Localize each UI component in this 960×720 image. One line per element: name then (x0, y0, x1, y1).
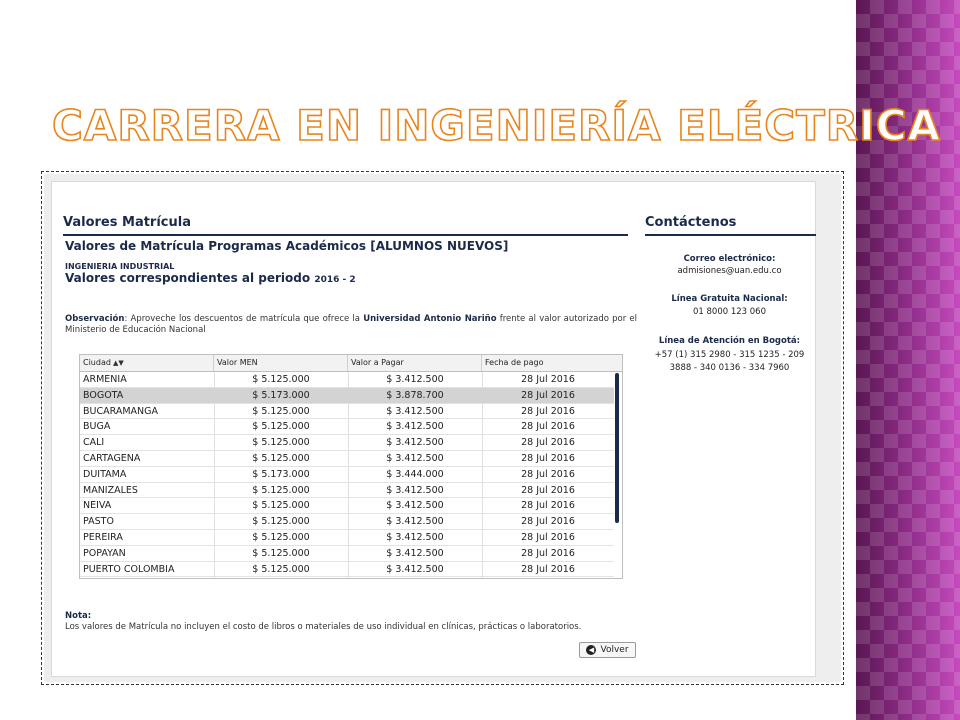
table-row[interactable] (80, 419, 614, 435)
email-label: Correo electrónico: (683, 254, 776, 264)
bogota-numbers-1: +57 (1) 315 2980 - 315 1235 - 209 (654, 350, 805, 360)
period-code: 2016 - 2 (314, 275, 356, 285)
cell-ciudad: POPAYAN (83, 547, 126, 559)
cell-fecha-pago: 28 Jul 2016 (521, 374, 575, 385)
cell-valor-pagar: $ 3.412.500 (386, 516, 444, 528)
cell-fecha-pago: 28 Jul 2016 (521, 452, 575, 464)
cell-valor-men: $ 5.125.000 (252, 563, 310, 575)
cell-fecha-pago: 28 Jul 2016 (521, 437, 575, 449)
cell-valor-pagar: $ 3.412.500 (386, 405, 444, 417)
cell-valor-men: $ 5.125.000 (252, 421, 310, 433)
cell-valor-men: $ 5.125.000 (252, 547, 310, 559)
cell-valor-pagar: $ 3.412.500 (386, 484, 444, 496)
header-ciudad[interactable]: Ciudad ▲▼ (80, 355, 214, 371)
page-heading: Valores de Matrícula Programas Académicos [ALUMNOS NUEVOS] (65, 239, 509, 253)
section-title-valores: Valores Matrícula (63, 215, 191, 230)
table-row[interactable] (80, 514, 614, 530)
bogota-numbers-2: 3888 - 340 0136 - 334 7960 (669, 363, 790, 373)
cell-fecha-pago: 28 Jul 2016 (521, 500, 575, 512)
cell-ciudad: MANIZALES (83, 484, 138, 496)
cell-valor-men: $ 5.125.000 (252, 452, 310, 464)
table-row[interactable] (80, 562, 614, 578)
cell-ciudad: ARMENIA (83, 374, 127, 385)
table-row[interactable] (80, 546, 614, 562)
header-valor-pagar[interactable]: Valor a Pagar (348, 355, 482, 371)
observation-label: Observación (65, 314, 125, 324)
table-scrollbar[interactable] (615, 373, 619, 523)
cell-valor-pagar: $ 3.412.500 (386, 437, 444, 449)
cell-ciudad: BUGA (83, 421, 111, 433)
back-button[interactable] (579, 642, 636, 658)
table-header (80, 355, 622, 372)
cell-valor-men: $ 5.125.000 (252, 405, 310, 417)
cell-valor-pagar: $ 3.412.500 (386, 374, 444, 385)
header-valor-men[interactable]: Valor MEN (214, 355, 348, 371)
cell-ciudad: PUERTO COLOMBIA (83, 563, 175, 575)
observation-text (65, 314, 637, 336)
cell-valor-men: $ 5.125.000 (252, 531, 310, 543)
note-text: Los valores de Matrícula no incluyen el costo de libros o materiales de uso individual en clínicas, prácticas o laboratorios. (65, 622, 582, 632)
cell-valor-men: $ 5.173.000 (252, 468, 310, 480)
table-row[interactable] (80, 498, 614, 514)
table-row[interactable] (80, 404, 614, 420)
cell-fecha-pago: 28 Jul 2016 (521, 468, 575, 480)
section-rule-left (63, 234, 628, 236)
cell-valor-pagar: $ 3.412.500 (386, 563, 444, 575)
cell-valor-pagar: $ 3.412.500 (386, 531, 444, 543)
cell-valor-pagar: $ 3.878.700 (386, 389, 444, 401)
cell-valor-pagar: $ 3.412.500 (386, 421, 444, 433)
hotline-label: Línea Gratuita Nacional: (671, 294, 788, 304)
cell-ciudad: CARTAGENA (83, 452, 141, 464)
program-name: INGENIERIA INDUSTRIAL (65, 262, 175, 271)
cell-ciudad: PEREIRA (83, 531, 123, 543)
period-line (65, 271, 356, 285)
cell-valor-pagar: $ 3.444.000 (386, 468, 444, 480)
cell-fecha-pago: 28 Jul 2016 (521, 484, 575, 496)
hotline-number: 01 8000 123 060 (692, 307, 766, 317)
cell-valor-men: $ 5.173.000 (252, 389, 310, 401)
cell-ciudad: BOGOTA (83, 389, 124, 401)
university-name: Universidad Antonio Nariño (363, 314, 497, 324)
cell-ciudad: PASTO (83, 516, 114, 528)
cell-valor-men: $ 5.125.000 (252, 500, 310, 512)
cell-valor-men: $ 5.125.000 (252, 374, 310, 385)
table-row[interactable] (80, 388, 614, 404)
cell-ciudad: BUCARAMANGA (83, 405, 158, 417)
table-row[interactable] (80, 451, 614, 467)
table-row[interactable] (80, 435, 614, 451)
period-label: Valores correspondientes al periodo (65, 271, 311, 285)
email-link[interactable]: admisiones@uan.edu.co (677, 266, 782, 276)
cell-fecha-pago: 28 Jul 2016 (521, 547, 575, 559)
cell-ciudad: DUITAMA (83, 468, 127, 480)
cell-fecha-pago: 28 Jul 2016 (521, 421, 575, 433)
tuition-table (79, 354, 623, 579)
section-title-contacto: Contáctenos (645, 215, 737, 230)
slide-title: CARRERA EN INGENIERÍA ELÉCTRICA (52, 101, 942, 150)
table-row[interactable] (80, 467, 614, 483)
cell-fecha-pago: 28 Jul 2016 (521, 531, 575, 543)
cell-valor-men: $ 5.125.000 (252, 437, 310, 449)
cell-valor-pagar: $ 3.412.500 (386, 500, 444, 512)
bogota-label: Línea de Atención en Bogotá: (658, 336, 801, 346)
cell-fecha-pago: 28 Jul 2016 (521, 389, 575, 401)
table-row[interactable] (80, 483, 614, 499)
observation-text-1: : Aproveche los descuentos de matrícula que ofrece la (124, 314, 364, 324)
cell-fecha-pago: 28 Jul 2016 (521, 516, 575, 528)
note-title: Nota: (65, 611, 92, 621)
cell-ciudad: CALI (83, 437, 105, 449)
cell-valor-men: $ 5.125.000 (252, 516, 310, 528)
section-rule-right (645, 234, 816, 236)
arrow-left-icon: ◀ (586, 645, 596, 655)
header-fecha-pago[interactable]: Fecha de pago (485, 358, 544, 367)
cell-valor-pagar: $ 3.412.500 (386, 452, 444, 464)
cell-ciudad: NEIVA (83, 500, 112, 512)
cell-fecha-pago: 28 Jul 2016 (521, 405, 575, 417)
cell-fecha-pago: 28 Jul 2016 (521, 563, 575, 575)
observation-text-2: frente al valor autorizado por el Ministerio de Educación Nacional (65, 314, 638, 335)
cell-valor-pagar: $ 3.412.500 (386, 547, 444, 559)
table-row[interactable] (80, 372, 614, 388)
back-button-label: Volver (600, 645, 629, 655)
cell-valor-men: $ 5.125.000 (252, 484, 310, 496)
table-row[interactable] (80, 530, 614, 546)
sort-icon[interactable]: ▲▼ (112, 359, 124, 367)
table-body (80, 372, 614, 577)
